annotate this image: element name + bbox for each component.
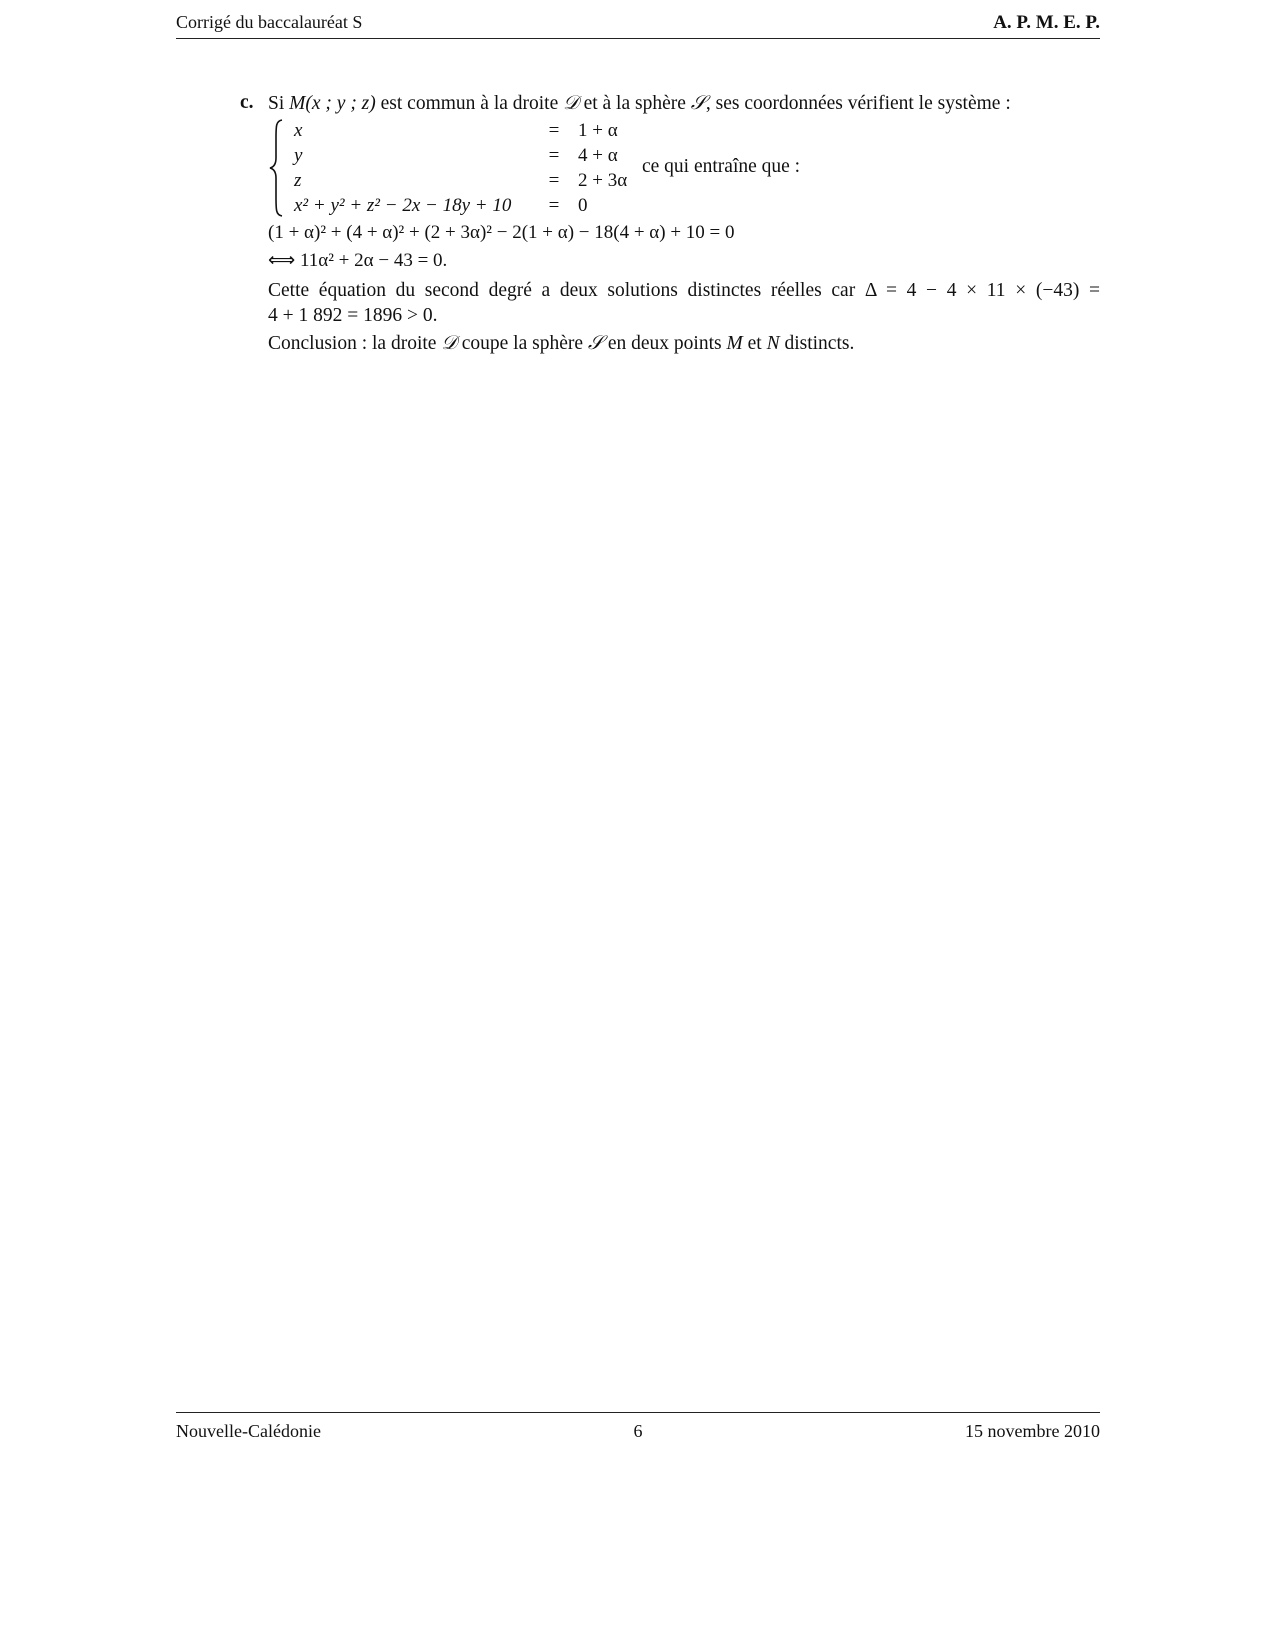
system-lhs: y xyxy=(294,145,303,166)
system-eq: = xyxy=(548,170,560,191)
system-table xyxy=(294,118,638,218)
header-title: Corrigé du baccalauréat S xyxy=(176,12,363,32)
system-row xyxy=(294,118,638,143)
discriminant-line-2: 4 + 1 892 = 1896 > 0. xyxy=(268,305,438,326)
item-intro xyxy=(268,90,1011,116)
point-m: M xyxy=(289,93,306,114)
intro-text-c: et à la sphère xyxy=(578,93,691,114)
conclusion-text-c: en deux points xyxy=(603,333,727,354)
system-rhs: 2 + 3α xyxy=(578,170,628,191)
intro-text-a: Si xyxy=(268,93,290,114)
system-rhs: 0 xyxy=(578,195,588,216)
system-rhs: 4 + α xyxy=(578,145,618,166)
page-footer xyxy=(176,1412,1100,1443)
line-symbol: 𝒟 xyxy=(563,91,579,114)
system-consequence: ce qui entraîne que : xyxy=(642,156,801,177)
header-publisher: A. P. M. E. P. xyxy=(993,12,1100,33)
system-eq: = xyxy=(548,195,560,216)
sphere-symbol: 𝒮 xyxy=(587,331,603,354)
system-eq: = xyxy=(548,120,560,141)
system-row xyxy=(294,143,638,168)
point-n: N xyxy=(766,333,780,354)
equation-system xyxy=(268,118,828,218)
footer-date: 15 novembre 2010 xyxy=(965,1421,1100,1441)
expanded-equation: (1 + α)² + (4 + α)² + (2 + 3α)² − 2(1 + α) − 18(4 + α) + 10 = 0 xyxy=(268,222,735,243)
conclusion xyxy=(268,330,1100,356)
system-row xyxy=(294,193,638,218)
sphere-symbol: 𝒮 xyxy=(690,91,706,114)
page-header xyxy=(176,12,1100,39)
conclusion-text-a: Conclusion : la droite xyxy=(268,333,442,354)
discriminant-line-1: Cette équation du second degré a deux solutions distinctes réelles car Δ = 4 − 4 × 11 × (−43) = xyxy=(268,280,1100,301)
item-label: c. xyxy=(240,92,254,113)
conclusion-text-e: distincts. xyxy=(779,333,855,354)
system-eq: = xyxy=(548,145,560,166)
system-lhs: x xyxy=(294,120,303,141)
conclusion-text-b: coupe la sphère xyxy=(456,333,588,354)
point-coords: (x ; y ; z) xyxy=(305,93,376,114)
page-number: 6 xyxy=(633,1421,643,1441)
system-rhs: 1 + α xyxy=(578,120,618,141)
footer-location: Nouvelle-Calédonie xyxy=(176,1421,321,1441)
simplified-equation: ⟺ 11α² + 2α − 43 = 0. xyxy=(268,250,448,271)
system-lhs: x² + y² + z² − 2x − 18y + 10 xyxy=(294,195,512,216)
left-brace-icon xyxy=(268,118,286,218)
intro-text-b: est commun à la droite xyxy=(375,93,564,114)
line-symbol: 𝒟 xyxy=(441,331,457,354)
intro-text-d: , ses coordonnées vérifient le système : xyxy=(705,93,1011,114)
point-m: M xyxy=(726,333,743,354)
conclusion-text-d: et xyxy=(742,333,767,354)
system-row xyxy=(294,168,638,193)
system-lhs: z xyxy=(294,170,302,191)
